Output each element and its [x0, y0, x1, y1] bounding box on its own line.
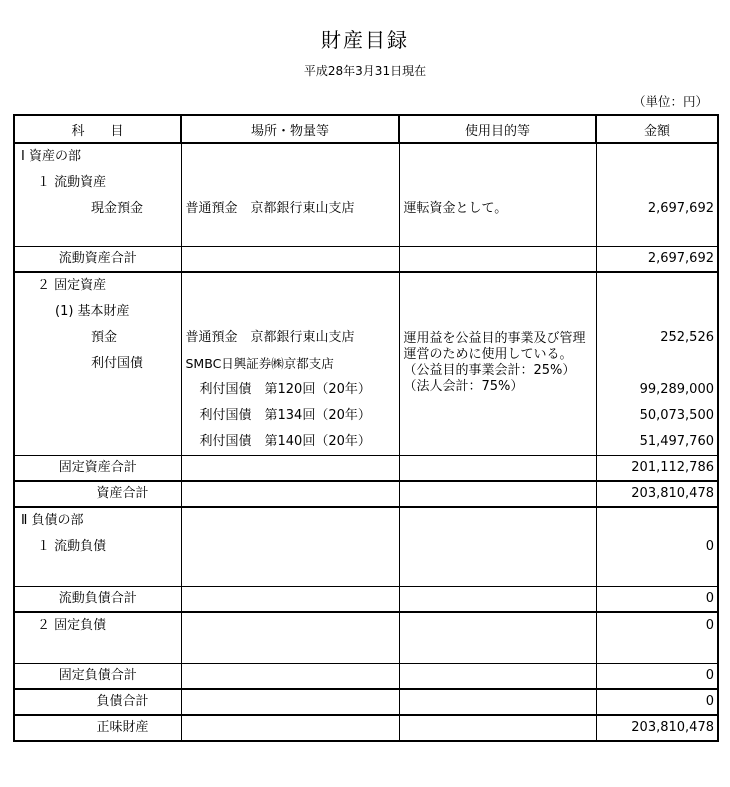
fixed-assets-total-amount: 201,112,786: [596, 456, 718, 482]
assets-total-amount: 203,810,478: [596, 481, 718, 507]
bond-label: 利付国債: [91, 356, 144, 371]
deposit-label: 預金: [91, 330, 118, 345]
current-assets-block: [14, 143, 718, 247]
cash-deposit-label: 現金預金: [91, 201, 144, 216]
current-liabilities-amount: 0: [705, 539, 714, 554]
current-liabilities-total-row: [14, 587, 718, 613]
current-liabilities-block: [14, 507, 718, 587]
fixed-liabilities-total-amount: 0: [596, 664, 718, 690]
basic-property-heading: (1) 基本財産: [55, 304, 130, 319]
current-liabilities-total-label: 流動負債合計: [14, 587, 181, 613]
current-liabilities-total-amount: 0: [596, 587, 718, 613]
fixed-liabilities-total-row: [14, 664, 718, 690]
assets-section-title: Ⅰ 資産の部: [21, 149, 81, 164]
bond-amount: 50,073,500: [639, 408, 714, 423]
liabilities-total-label: 負債合計: [14, 689, 181, 715]
fixed-liabilities-total-label: 固定負債合計: [14, 664, 181, 690]
bond-item: 利付国債 第140回（20年）: [199, 434, 371, 449]
bond-location: SMBC日興証券㈱京都支店: [185, 356, 334, 371]
current-assets-heading: １ 流動資産: [37, 175, 107, 190]
assets-total-row: [14, 481, 718, 507]
header-account: 科 目: [14, 115, 181, 143]
bond-amount: 99,289,000: [639, 382, 714, 397]
fixed-assets-total-label: 固定資産合計: [14, 456, 181, 482]
net-assets-row: [14, 715, 718, 741]
header-row: [14, 115, 718, 143]
unit-label: （単位：円）: [632, 94, 708, 109]
fixed-assets-total-row: [14, 456, 718, 482]
current-liabilities-heading: １ 流動負債: [37, 539, 107, 554]
fixed-assets-purpose: 運用益を公益目的事業及び管理運営のために使用している。: [403, 331, 586, 362]
fixed-liabilities-heading: ２ 固定負債: [37, 618, 107, 633]
page-title: 財産目録: [321, 28, 409, 52]
net-assets-amount: 203,810,478: [596, 715, 718, 741]
fixed-liabilities-block: [14, 612, 718, 664]
liabilities-total-row: [14, 689, 718, 715]
assets-total-label: 資産合計: [14, 481, 181, 507]
cash-deposit-location: 普通預金 京都銀行東山支店: [185, 201, 355, 216]
cash-deposit-amount: 2,697,692: [647, 201, 714, 216]
liabilities-total-amount: 0: [596, 689, 718, 715]
current-assets-total-row: [14, 247, 718, 273]
bond-item: 利付国債 第120回（20年）: [199, 382, 371, 397]
as-of-date: 平成28年3月31日現在: [303, 64, 427, 78]
header-amount: 金額: [596, 115, 718, 143]
header-location: 場所・物量等: [181, 115, 399, 143]
purpose-ratio-corporate: （法人会計：75%）: [403, 379, 524, 394]
fixed-assets-block: [14, 272, 718, 456]
purpose-ratio-public: （公益目的事業会計：25%）: [403, 363, 576, 378]
fixed-assets-heading: ２ 固定資産: [37, 278, 107, 293]
deposit-amount: 252,526: [660, 330, 714, 345]
current-assets-total-amount: 2,697,692: [596, 247, 718, 273]
fixed-liabilities-amount: 0: [705, 618, 714, 633]
net-assets-label: 正味財産: [14, 715, 181, 741]
cash-deposit-purpose: 運転資金として。: [403, 201, 508, 216]
deposit-location: 普通預金 京都銀行東山支店: [185, 330, 355, 345]
header-purpose: 使用目的等: [399, 115, 596, 143]
liabilities-section-title: Ⅱ 負債の部: [21, 513, 84, 528]
current-assets-total-label: 流動資産合計: [14, 247, 181, 273]
asset-inventory-table: [13, 114, 719, 742]
bond-item: 利付国債 第134回（20年）: [199, 408, 371, 423]
bond-amount: 51,497,760: [639, 434, 714, 449]
